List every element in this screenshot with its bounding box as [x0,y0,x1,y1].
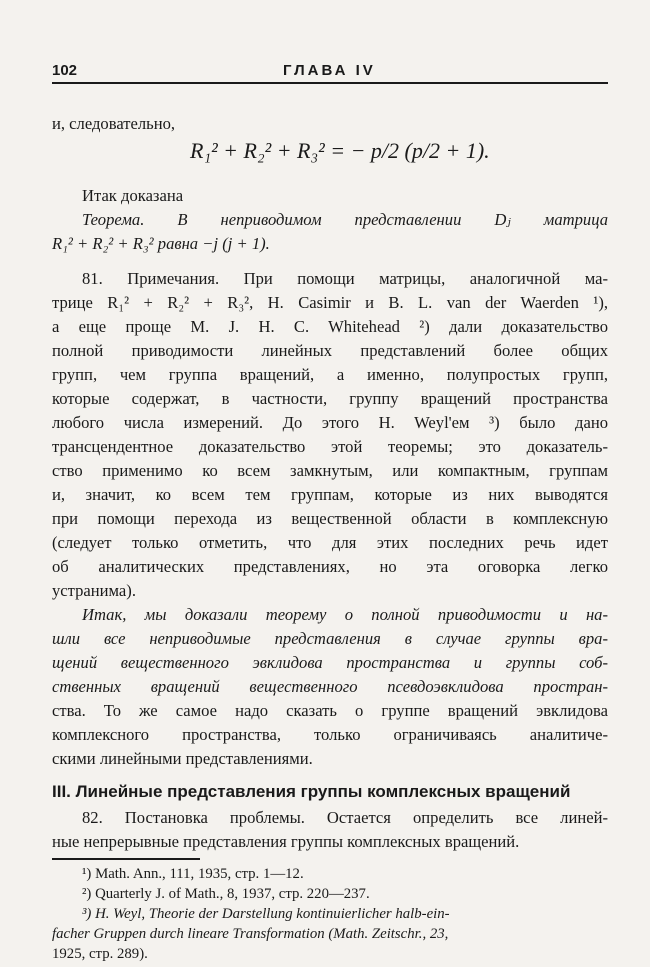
intro-text: и, следовательно, [52,114,176,133]
footnote-1: ¹) Math. Ann., 111, 1935, стр. 1—12. [82,866,304,882]
p81-line-5: групп, чем группа вращений, а именно, полупростых групп, [52,365,608,384]
p81-line-9: ство применимо ко всем замкнутым, или компактным, группам [52,461,608,480]
p81b-line-7: скими линейными представлениями. [52,749,313,768]
theorem-text-1: Теорема. В неприводимом представлении Dⱼ матрица [82,210,608,229]
footnote-rule [52,858,200,860]
p81b-line-2: шли все неприводимые представления в случае группы вра- [52,629,608,648]
section-title: III. Линейные представления группы комплексных вращений [52,782,571,801]
p81-line-13: об аналитических представлениях, но эта оговорка легко [52,557,608,576]
page-number: 102 [52,62,78,79]
p81-line-12: (следует только отметить, что для этих последних речь идет [52,533,608,552]
p81b-line-4: ственных вращений вещественного псевдоэвклидова простран- [52,677,608,696]
p81b-line-5: ства. То же самое надо сказать о группе вращений эвклидова [52,701,608,720]
p81-line-11: при помощи перехода из вещественной области в комплексную [52,509,608,528]
p81b-line-6: комплексного пространства, только ограничиваясь аналитиче- [52,725,608,744]
footnote-2: ²) Quarterly J. of Math., 8, 1937, стр. 220—237. [82,886,370,902]
p81-line-14: устранима). [52,581,136,600]
p81-line-1: 81. Примечания. При помощи матрицы, аналогичной ма- [82,269,608,288]
p82-line-1: 82. Постановка проблемы. Остается определить все линей- [82,808,608,827]
theorem-line-2: R₁² + R₂² + R₃² равна −j (j + 1). [52,234,270,253]
footnote-3-line-3: 1925, стр. 289). [52,946,148,962]
header-rule [52,82,608,84]
p82-line-2: ные непрерывные представления группы комплексных вращений. [52,832,520,851]
p81-line-6: которые содержат, в частности, группу вращений пространства [52,389,608,408]
p81b-line-1: Итак, мы доказали теорему о полной приводимости и на- [82,605,608,624]
p81-line-2: трице R₁² + R₂² + R₃², H. Casimir и B. L. van der Waerden ¹), [52,293,608,312]
theorem-line-1 [82,208,608,232]
p81-line-3: а еще проще M. J. H. C. Whitehead ²) дали доказательство [52,317,608,336]
proved-text: Итак доказана [82,186,184,205]
formula-casimir: R₁² + R₂² + R₃² = − p/2 (p/2 + 1). [190,138,490,163]
footnote-3-line-2: facher Gruppen durch lineare Transformation (Math. Zeitschr., 23, [52,926,449,942]
p81-line-10: и, значит, ко всем тем группам, которые из них выводятся [52,485,608,504]
p81-line-4: полной приводимости линейных представлений более общих [52,341,608,360]
p81b-line-3: щений вещественного эвклидова пространства и группы соб- [52,653,608,672]
footnote-3-line-1: ³) H. Weyl, Theorie der Darstellung kontinuierlicher halb-ein- [82,906,450,922]
chapter-heading: ГЛАВА IV [283,62,376,79]
p81-line-8: трансцендентное доказательство этой теоремы; это доказатель- [52,437,608,456]
p81-line-7: любого числа измерений. До этого H. Weyl'ем ³) было дано [52,413,608,432]
